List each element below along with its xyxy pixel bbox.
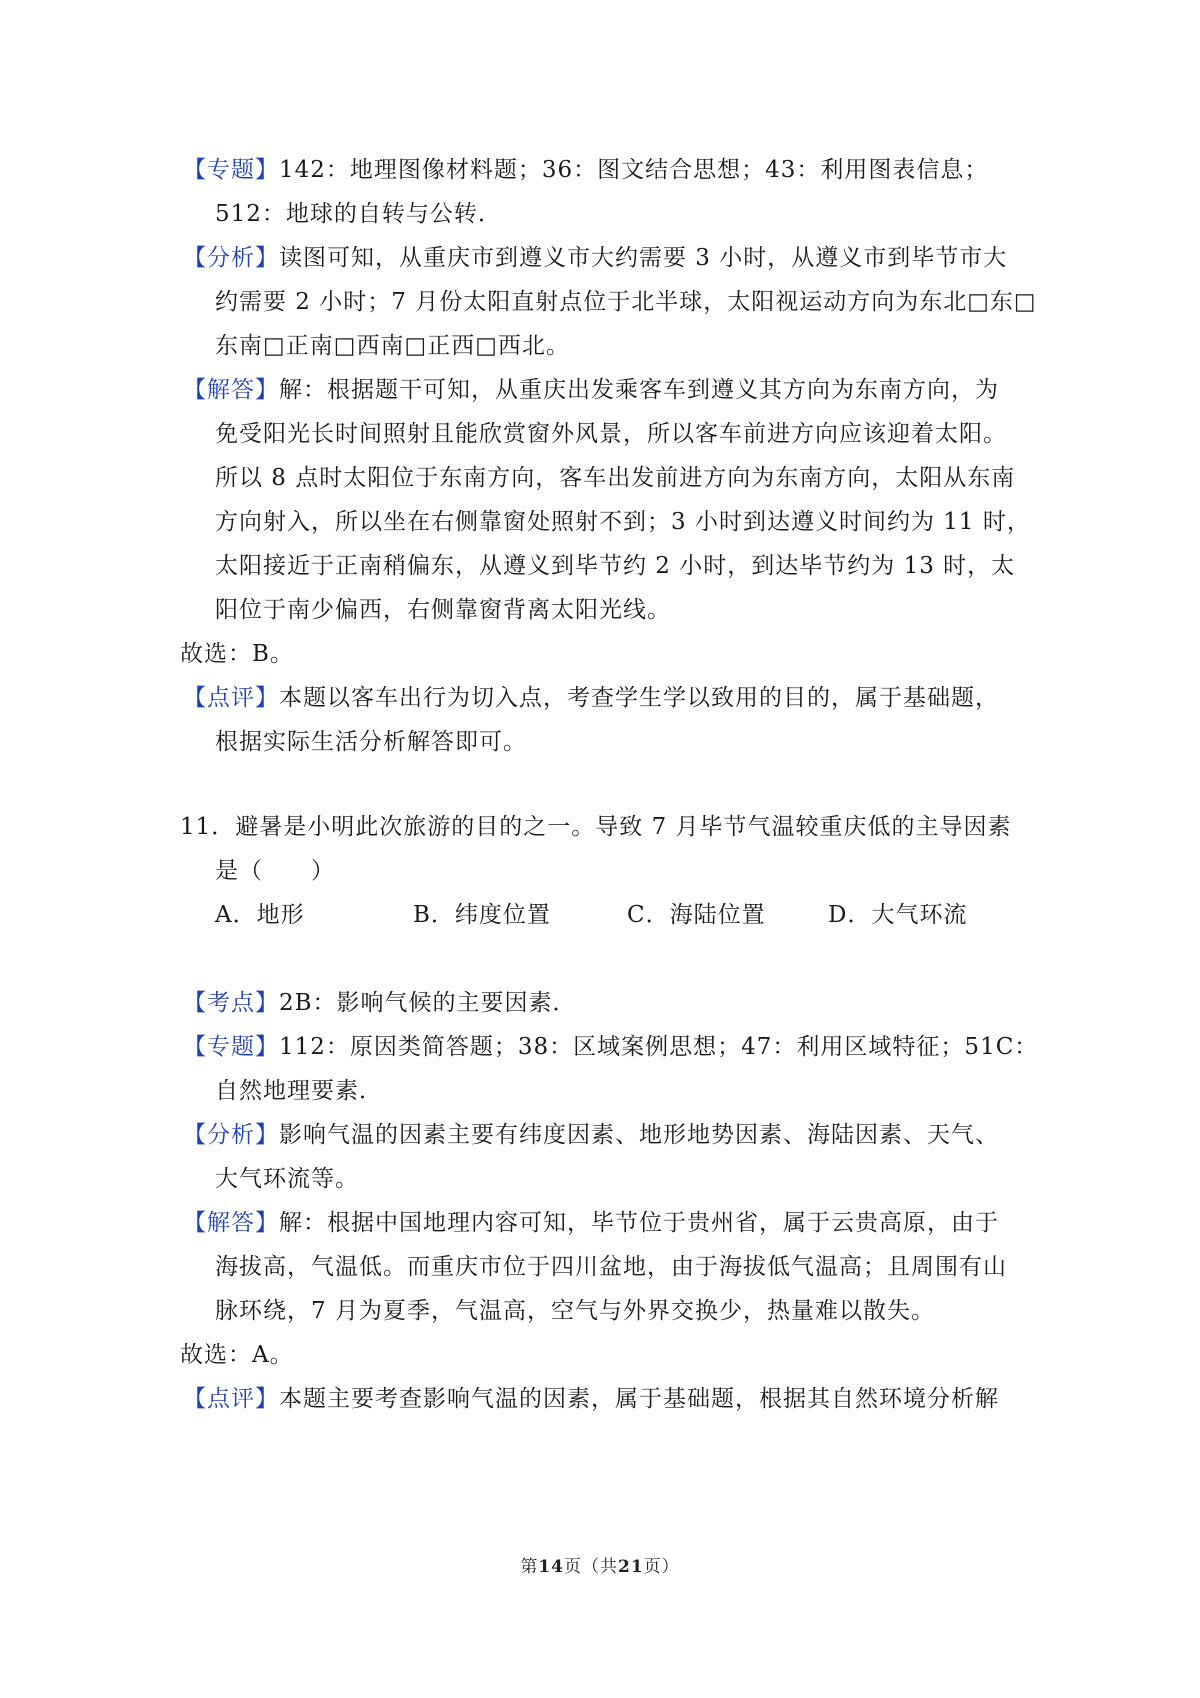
q10-jieda-line-4: 方向射入，所以坐在右侧靠窗处照射不到；3 小时到达遵义时间约为 11 时， xyxy=(215,509,1031,535)
q11-jieda-line-2: 海拔高，气温低。而重庆市位于四川盆地，由于海拔低气温高；且周围有山 xyxy=(215,1254,1007,1280)
q11-kaodian-line xyxy=(183,987,577,1019)
q10-fenxi-line-3: 东南□正南□西南□正西□西北。 xyxy=(215,333,570,359)
fenxi-tag: 【分析】 xyxy=(183,245,279,271)
jieda-tag: 【解答】 xyxy=(183,377,279,403)
footer-total-pages: 21 xyxy=(618,1557,644,1577)
footer-page-number: 14 xyxy=(538,1557,564,1577)
fenxi-tag: 【分析】 xyxy=(183,1122,279,1148)
zhuanti-tag: 【专题】 xyxy=(183,157,279,183)
q10-answer: 故选：B。 xyxy=(180,641,294,667)
footer-prefix: 第 xyxy=(520,1557,539,1577)
q10-jieda-line-2: 免受阳光长时间照射且能欣赏窗外风景，所以客车前进方向应该迎着太阳。 xyxy=(215,421,1007,447)
kaodian-tag: 【考点】 xyxy=(183,990,279,1016)
footer-suffix: 页） xyxy=(643,1557,680,1577)
q11-fenxi-text: 影响气温的因素主要有纬度因素、地形地势因素、海陆因素、天气、 xyxy=(279,1122,999,1148)
q11-jieda-text: 解：根据中国地理内容可知，毕节位于贵州省，属于云贵高原，由于 xyxy=(279,1210,999,1236)
q11-zhuanti-line xyxy=(183,1031,1038,1063)
q10-zhuanti-line-2: 512：地球的自转与公转． xyxy=(215,201,502,227)
q11-option-c: C．海陆位置 xyxy=(627,902,766,928)
q11-fenxi-line xyxy=(183,1119,999,1151)
q11-fenxi-line-2: 大气环流等。 xyxy=(215,1166,359,1192)
q11-option-d: D．大气环流 xyxy=(828,902,968,928)
q11-zhuanti-text: 112：原因类简答题；38：区域案例思想；47：利用区域特征；51C： xyxy=(279,1034,1039,1060)
q11-stem-line-2: 是（ ） xyxy=(215,858,335,884)
q10-fenxi-text: 读图可知，从重庆市到遵义市大约需要 3 小时，从遵义市到毕节市大 xyxy=(279,245,1008,271)
q10-fenxi-line xyxy=(183,242,1007,274)
q11-jieda-line xyxy=(183,1207,999,1239)
q10-fenxi-line-2: 约需要 2 小时；7 月份太阳直射点位于北半球，太阳视运动方向为东北□东□ xyxy=(215,289,1037,315)
footer-middle: 页（共 xyxy=(564,1557,618,1577)
q10-zhuanti-line xyxy=(183,154,988,186)
zhuanti-tag: 【专题】 xyxy=(183,1034,279,1060)
q11-kaodian-text: 2B：影响气候的主要因素． xyxy=(279,990,577,1016)
q11-zhuanti-line-2: 自然地理要素． xyxy=(215,1078,383,1104)
q11-answer: 故选：A。 xyxy=(180,1342,294,1368)
q10-jieda-line xyxy=(183,374,999,406)
dianping-tag: 【点评】 xyxy=(183,685,279,711)
q10-dianping-text: 本题以客车出行为切入点，考查学生学以致用的目的，属于基础题， xyxy=(279,685,999,711)
q11-dianping-line xyxy=(183,1383,999,1415)
page-footer xyxy=(0,1552,1200,1577)
q10-dianping-line-2: 根据实际生活分析解答即可。 xyxy=(215,729,527,755)
q10-zhuanti-text: 142：地理图像材料题；36：图文结合思想；43：利用图表信息； xyxy=(279,157,989,183)
q10-jieda-line-6: 阳位于南少偏西，右侧靠窗背离太阳光线。 xyxy=(215,597,671,623)
q10-dianping-line xyxy=(183,682,999,714)
q10-jieda-line-3: 所以 8 点时太阳位于东南方向，客车出发前进方向为东南方向，太阳从东南 xyxy=(215,465,1016,491)
q11-dianping-text: 本题主要考查影响气温的因素，属于基础题，根据其自然环境分析解 xyxy=(279,1386,999,1412)
q11-option-b: B．纬度位置 xyxy=(413,902,551,928)
q11-option-a: A．地形 xyxy=(215,902,305,928)
q10-jieda-line-5: 太阳接近于正南稍偏东，从遵义到毕节约 2 小时，到达毕节约为 13 时，太 xyxy=(215,553,1016,579)
q11-jieda-line-3: 脉环绕，7 月为夏季，气温高，空气与外界交换少，热量难以散失。 xyxy=(215,1298,935,1324)
dianping-tag: 【点评】 xyxy=(183,1386,279,1412)
jieda-tag: 【解答】 xyxy=(183,1210,279,1236)
q11-stem: 11．避暑是小明此次旅游的目的之一。导致 7 月毕节气温较重庆低的主导因素 xyxy=(180,814,1012,840)
q10-jieda-text: 解：根据题干可知，从重庆出发乘客车到遵义其方向为东南方向，为 xyxy=(279,377,999,403)
